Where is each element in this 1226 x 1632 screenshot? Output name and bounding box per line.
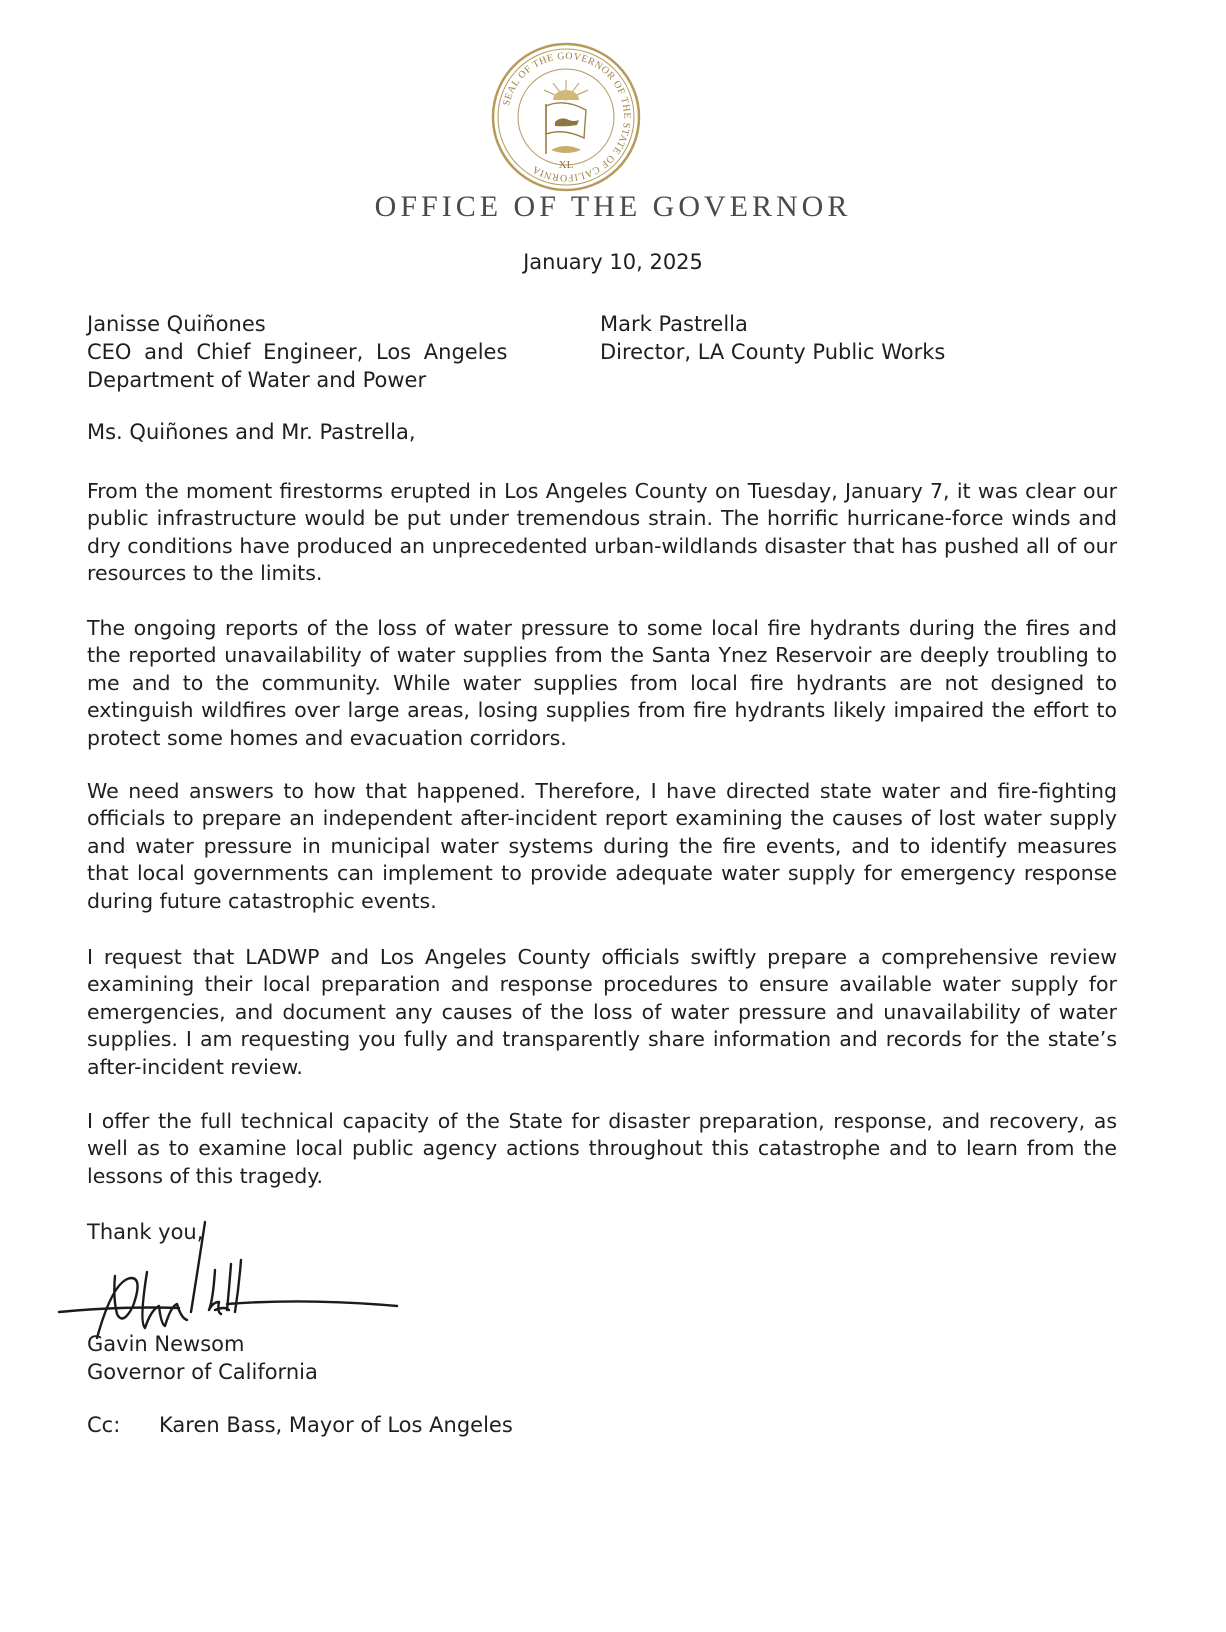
recipient-block-quinones: [87, 310, 532, 394]
cc-recipient: Karen Bass, Mayor of Los Angeles: [159, 1413, 513, 1437]
governor-seal-icon: [491, 42, 641, 192]
paragraph-4: I request that LADWP and Los Angeles County officials swiftly prepare a comprehensive review examining their local preparation and response procedures to ensure available water supply for emergencies, and document any causes of the loss of water pressure and unavailability of water supplies. I am requesting you fully and transparently share information and records for the state’s after-incident review.: [87, 945, 1117, 1079]
svg-text:XL: XL: [558, 159, 574, 171]
cc-label: Cc:: [87, 1413, 121, 1437]
paragraph-1: From the moment firestorms erupted in Los Angeles County on Tuesday, January 7, it was clear our public infrastructure would be put under tremendous strain. The horrific hurricane-force winds and dry conditions have produced an unprecedented urban-wildlands disaster that has pushed all of our resources to the limits.: [87, 479, 1117, 586]
recipient-name: Janisse Quiñones: [87, 312, 266, 336]
recipient-name: Mark Pastrella: [600, 312, 748, 336]
signer-block: [87, 1330, 318, 1386]
signer-name: Gavin Newsom: [87, 1332, 245, 1356]
paragraph-2: The ongoing reports of the loss of water pressure to some local fire hydrants during the fires and the reported unavailability of water supplies from the Santa Ynez Reservoir are deeply troubling to me and to the community. While water supplies from local fire hydrants are not designed to extinguish wildfires over large areas, losing supplies from fire hydrants likely impaired the effort to protect some homes and evacuation corridors.: [87, 616, 1117, 750]
salutation: Ms. Quiñones and Mr. Pastrella,: [87, 420, 416, 444]
cc-line: [87, 1413, 513, 1437]
recipient-organization: Department of Water and Power: [87, 368, 427, 392]
recipient-title: Director, LA County Public Works: [600, 340, 946, 364]
closing: Thank you,: [87, 1220, 204, 1244]
letter-date: January 10, 2025: [523, 250, 703, 274]
signer-title: Governor of California: [87, 1360, 318, 1384]
paragraph-3: We need answers to how that happened. Therefore, I have directed state water and fire-fighting officials to prepare an independent after-incident report examining the causes of lost water supply and water pressure in municipal water systems during the fire events, and to identify measures that local governments can implement to provide adequate water supply for emergency response during future catastrophic events.: [87, 779, 1117, 913]
signature-icon: [55, 1218, 415, 1348]
recipient-title: CEO and Chief Engineer, Los Angeles: [87, 340, 508, 364]
recipient-block-pastrella: [600, 310, 1020, 366]
office-of-the-governor-heading: OFFICE OF THE GOVERNOR: [374, 190, 852, 223]
paragraph-5: I offer the full technical capacity of the State for disaster preparation, response, and recovery, as well as to examine local public agency actions throughout this catastrophe and to learn from the lessons of this tragedy.: [87, 1109, 1117, 1188]
svg-text:SEAL OF THE GOVERNOR OF THE ST: SEAL OF THE GOVERNOR OF THE STATE OF CALIFORNIA: [501, 50, 633, 184]
